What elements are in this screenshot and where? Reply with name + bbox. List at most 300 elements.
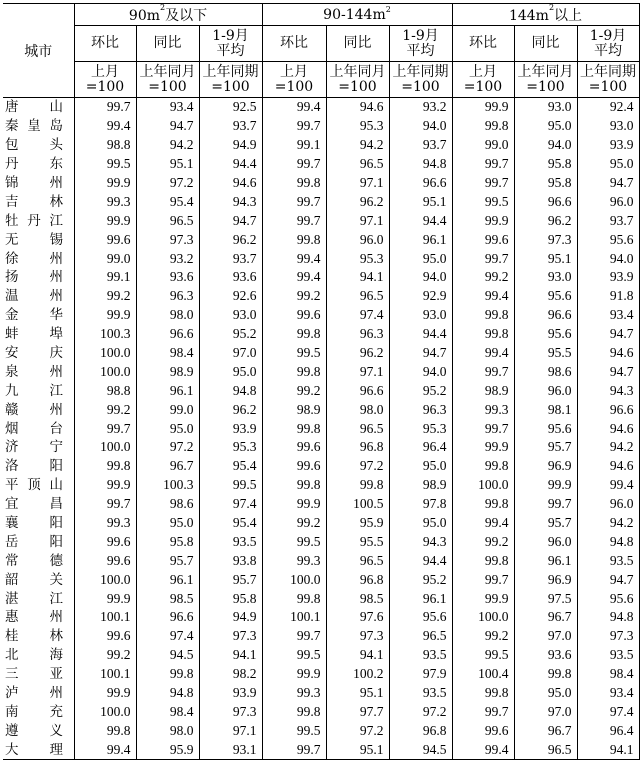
value-cell-avg: 92.9: [389, 287, 452, 306]
table-row: [3, 532, 639, 551]
value-cell-avg: 99.5: [199, 476, 262, 495]
value-cell-mom: 99.8: [452, 457, 514, 476]
group-header-90-144: [262, 4, 452, 26]
value-cell-avg: 94.7: [577, 570, 639, 589]
value-cell-mom: 98.8: [74, 136, 136, 155]
city-name: [5, 514, 63, 532]
city-cell: [3, 400, 74, 419]
city-name-char: 赣: [5, 401, 19, 418]
value-cell-yoy: 95.8: [136, 532, 199, 551]
table-row: [3, 381, 639, 400]
value-cell-mom: 99.8: [262, 703, 326, 722]
value-cell-yoy: 97.2: [136, 438, 199, 457]
city-name: [5, 306, 63, 324]
city-name: [5, 363, 63, 381]
value-cell-avg: 94.0: [389, 268, 452, 287]
value-cell-yoy: 95.4: [136, 192, 199, 211]
city-name-char: 德: [49, 552, 63, 569]
value-cell-avg: 93.9: [577, 136, 639, 155]
table-row: [3, 665, 639, 684]
city-name-char: 亚: [49, 666, 63, 683]
city-name: [5, 401, 63, 419]
value-cell-avg: 94.3: [577, 381, 639, 400]
city-cell: [3, 268, 74, 287]
value-cell-yoy: 96.1: [136, 570, 199, 589]
value-cell-yoy: 98.0: [136, 721, 199, 740]
value-cell-avg: 96.0: [577, 192, 639, 211]
value-cell-mom: 99.3: [262, 551, 326, 570]
value-cell-yoy: 96.5: [326, 551, 389, 570]
value-cell-avg: 94.0: [389, 362, 452, 381]
city-name-char: 州: [49, 609, 63, 626]
subheader-yoy: [326, 26, 389, 62]
base-period-label: =100: [148, 78, 187, 95]
value-cell-mom: 100.1: [74, 608, 136, 627]
city-name-char: 阳: [49, 515, 63, 532]
value-cell-yoy: 96.0: [514, 532, 577, 551]
value-cell-yoy: 94.2: [326, 136, 389, 155]
city-cell: [3, 740, 74, 759]
value-cell-mom: 99.6: [452, 230, 514, 249]
value-cell-avg: 95.6: [577, 589, 639, 608]
table-row: [3, 98, 639, 117]
table-row: [3, 136, 639, 155]
city-cell: [3, 287, 74, 306]
value-cell-mom: 100.0: [262, 570, 326, 589]
city-cell: [3, 570, 74, 589]
value-cell-mom: 99.7: [262, 740, 326, 759]
subheader-mom: [74, 26, 136, 62]
value-cell-mom: 98.9: [452, 381, 514, 400]
value-cell-yoy: 99.8: [136, 665, 199, 684]
table-row: [3, 192, 639, 211]
city-name-char: 大: [5, 741, 19, 758]
value-cell-yoy: 97.1: [326, 211, 389, 230]
value-cell-mom: 99.5: [262, 646, 326, 665]
city-cell: [3, 98, 74, 117]
value-cell-mom: 99.9: [74, 684, 136, 703]
subheader-label: 环比: [280, 35, 308, 51]
base-period-mom: [452, 62, 514, 98]
value-cell-avg: 94.1: [199, 646, 262, 665]
value-cell-avg: 91.8: [577, 287, 639, 306]
group-label-sup: 2: [548, 2, 555, 12]
value-cell-mom: 99.6: [262, 457, 326, 476]
city-cell: [3, 306, 74, 325]
value-cell-mom: 99.3: [74, 514, 136, 533]
subheader-label: 同比: [531, 35, 560, 51]
city-name-char: 洛: [5, 458, 19, 475]
value-cell-yoy: 96.1: [514, 551, 577, 570]
value-cell-avg: 94.6: [577, 457, 639, 476]
value-cell-yoy: 96.8: [326, 438, 389, 457]
value-cell-mom: 99.2: [74, 400, 136, 419]
value-cell-avg: 93.5: [199, 532, 262, 551]
city-cell: [3, 551, 74, 570]
base-period-mom: [262, 62, 326, 98]
city-name-char: 州: [49, 288, 63, 305]
table-header: [3, 4, 639, 98]
value-cell-avg: 94.4: [389, 211, 452, 230]
city-name-char: 丹: [5, 156, 19, 173]
value-cell-avg: 94.4: [389, 325, 452, 344]
city-cell: [3, 703, 74, 722]
value-cell-yoy: 96.3: [326, 325, 389, 344]
value-cell-mom: 100.3: [74, 325, 136, 344]
value-cell-yoy: 96.7: [514, 608, 577, 627]
city-name-char: 关: [49, 571, 63, 588]
value-cell-mom: 99.5: [74, 155, 136, 174]
value-cell-yoy: 94.8: [136, 684, 199, 703]
value-cell-yoy: 97.5: [514, 589, 577, 608]
city-name-char: 襄: [5, 515, 19, 532]
city-cell: [3, 192, 74, 211]
value-cell-yoy: 97.3: [514, 230, 577, 249]
value-cell-avg: 94.2: [577, 438, 639, 457]
value-cell-yoy: 95.6: [514, 325, 577, 344]
value-cell-avg: 94.4: [389, 551, 452, 570]
value-cell-mom: 99.2: [452, 627, 514, 646]
table-row: [3, 570, 639, 589]
value-cell-mom: 98.9: [262, 400, 326, 419]
city-cell: [3, 117, 74, 136]
value-cell-mom: 99.2: [452, 532, 514, 551]
value-cell-yoy: 96.2: [326, 344, 389, 363]
city-name: [5, 741, 63, 759]
value-cell-yoy: 96.6: [326, 381, 389, 400]
base-period-label: 上年同期: [392, 63, 449, 80]
city-name-char: 湛: [5, 590, 19, 607]
city-name-char: 韶: [5, 571, 19, 588]
value-cell-yoy: 96.5: [136, 211, 199, 230]
value-cell-avg: 94.2: [577, 514, 639, 533]
value-cell-yoy: 99.8: [326, 476, 389, 495]
value-cell-avg: 94.7: [199, 211, 262, 230]
subheader-label: 1-9月: [212, 27, 249, 44]
value-cell-mom: 99.4: [262, 268, 326, 287]
value-cell-mom: 99.5: [452, 192, 514, 211]
subheader-label: 平均: [216, 42, 245, 59]
value-cell-mom: 100.1: [262, 608, 326, 627]
base-period-avg: [199, 62, 262, 98]
subheader-label: 1-9月: [589, 27, 627, 44]
subheader-label: 1-9月: [402, 27, 439, 44]
value-cell-mom: 99.1: [74, 268, 136, 287]
value-cell-avg: 94.4: [199, 155, 262, 174]
city-name-char: 江: [49, 382, 63, 399]
city-name: [5, 420, 63, 438]
value-cell-yoy: 95.1: [326, 684, 389, 703]
value-cell-yoy: 95.0: [514, 117, 577, 136]
city-name: [5, 571, 63, 589]
value-cell-mom: 99.6: [262, 438, 326, 457]
city-cell: [3, 230, 74, 249]
value-cell-avg: 93.6: [199, 268, 262, 287]
value-cell-yoy: 97.2: [326, 721, 389, 740]
value-cell-avg: 93.7: [199, 249, 262, 268]
value-cell-yoy: 97.1: [326, 174, 389, 193]
value-cell-mom: 99.7: [74, 495, 136, 514]
value-cell-avg: 94.0: [389, 117, 452, 136]
value-cell-yoy: 96.5: [326, 287, 389, 306]
value-cell-avg: 94.6: [199, 174, 262, 193]
value-cell-avg: 95.6: [577, 230, 639, 249]
value-cell-yoy: 100.5: [326, 495, 389, 514]
value-cell-yoy: 97.4: [136, 627, 199, 646]
base-period-label: =100: [401, 78, 440, 95]
value-cell-yoy: 97.3: [136, 230, 199, 249]
value-cell-yoy: 94.0: [514, 136, 577, 155]
value-cell-yoy: 98.0: [326, 400, 389, 419]
base-period-label: =100: [85, 78, 125, 95]
subheader-avg: [199, 26, 262, 62]
city-name-char: 义: [49, 722, 63, 739]
value-cell-yoy: 95.1: [136, 155, 199, 174]
city-name-char: 江: [49, 212, 63, 229]
city-name-char: 南: [5, 703, 19, 720]
value-cell-avg: 93.9: [199, 684, 262, 703]
value-cell-yoy: 98.6: [514, 362, 577, 381]
value-cell-avg: 95.0: [389, 457, 452, 476]
value-cell-yoy: 95.3: [326, 117, 389, 136]
group-header-90-below: [74, 4, 262, 26]
value-cell-avg: 99.4: [577, 476, 639, 495]
value-cell-yoy: 93.0: [514, 268, 577, 287]
city-name-char: 吉: [5, 193, 19, 210]
value-cell-mom: 99.9: [452, 438, 514, 457]
value-cell-yoy: 96.0: [514, 381, 577, 400]
city-name-char: 州: [49, 175, 63, 191]
value-cell-mom: 99.8: [452, 325, 514, 344]
subheader-mom: [452, 26, 514, 62]
city-name-char: 泉: [5, 363, 19, 380]
city-name-char: 桂: [5, 628, 19, 645]
value-cell-avg: 93.7: [199, 117, 262, 136]
table-row: [3, 287, 639, 306]
value-cell-yoy: 98.5: [136, 589, 199, 608]
city-cell: [3, 155, 74, 174]
city-name-char: 九: [5, 382, 19, 399]
table-row: [3, 740, 639, 759]
value-cell-avg: 95.3: [199, 438, 262, 457]
base-period-label: 上月: [91, 63, 119, 80]
city-name-char: 惠: [5, 609, 19, 626]
value-cell-avg: 92.5: [199, 98, 262, 117]
value-cell-mom: 99.5: [262, 721, 326, 740]
value-cell-yoy: 96.5: [514, 740, 577, 759]
value-cell-mom: 99.7: [262, 627, 326, 646]
value-cell-yoy: 96.0: [326, 230, 389, 249]
city-name: [5, 117, 63, 135]
value-cell-avg: 93.4: [577, 684, 639, 703]
city-name-char: 岛: [49, 118, 63, 135]
city-name-char: 锡: [49, 231, 63, 248]
value-cell-yoy: 95.5: [326, 532, 389, 551]
value-cell-mom: 99.7: [262, 211, 326, 230]
city-name-char: 阳: [49, 533, 63, 550]
city-name: [5, 382, 63, 400]
value-cell-yoy: 98.5: [326, 589, 389, 608]
table-row: [3, 684, 639, 703]
value-cell-yoy: 93.2: [136, 249, 199, 268]
city-name-char: 州: [49, 250, 63, 267]
group-label-rest: 以上: [554, 7, 583, 24]
value-cell-avg: 93.5: [577, 646, 639, 665]
city-name-char: 遵: [5, 722, 19, 739]
value-cell-avg: 95.1: [389, 192, 452, 211]
value-cell-avg: 93.0: [199, 306, 262, 325]
base-period-yoy: [136, 62, 199, 98]
city-cell: [3, 532, 74, 551]
table-row: [3, 438, 639, 457]
city-name: [5, 722, 63, 740]
value-cell-avg: 95.2: [389, 570, 452, 589]
value-cell-mom: 99.9: [74, 174, 136, 193]
value-cell-mom: 99.8: [262, 589, 326, 608]
value-cell-avg: 94.0: [577, 249, 639, 268]
value-cell-avg: 94.6: [577, 344, 639, 363]
value-cell-mom: 99.4: [262, 98, 326, 117]
value-cell-avg: 94.3: [389, 532, 452, 551]
value-cell-mom: 99.2: [74, 646, 136, 665]
value-cell-mom: 99.8: [74, 721, 136, 740]
value-cell-yoy: 100.2: [326, 665, 389, 684]
value-cell-mom: 99.3: [74, 192, 136, 211]
value-cell-avg: 95.2: [389, 381, 452, 400]
city-name-char: 包: [5, 137, 19, 154]
base-period-label: 上年同月: [139, 63, 196, 80]
city-name-char: 州: [49, 363, 63, 380]
base-period-label: 上年同月: [517, 63, 574, 80]
value-cell-yoy: 95.9: [136, 740, 199, 759]
value-cell-avg: 97.4: [577, 703, 639, 722]
subheader-label: 同比: [153, 35, 182, 51]
value-cell-avg: 96.1: [389, 589, 452, 608]
value-cell-mom: 99.8: [452, 117, 514, 136]
value-cell-avg: 92.4: [577, 98, 639, 117]
base-period-avg: [389, 62, 452, 98]
value-cell-avg: 94.8: [577, 608, 639, 627]
group-label-sup: 2: [160, 2, 166, 12]
value-cell-yoy: 95.9: [326, 514, 389, 533]
city-name-char: 头: [49, 137, 63, 154]
city-name-char: 锦: [5, 175, 19, 191]
subheader-label: 同比: [343, 35, 372, 51]
value-cell-avg: 97.2: [389, 703, 452, 722]
base-period-label: =100: [526, 78, 565, 95]
city-cell: [3, 608, 74, 627]
value-cell-mom: 99.6: [74, 551, 136, 570]
value-cell-mom: 100.0: [74, 344, 136, 363]
value-cell-avg: 93.9: [199, 419, 262, 438]
subheader-avg: [577, 26, 639, 62]
value-cell-yoy: 95.6: [514, 287, 577, 306]
table-row: [3, 362, 639, 381]
value-cell-yoy: 97.0: [514, 627, 577, 646]
value-cell-avg: 98.2: [199, 665, 262, 684]
group-label-rest: 及以下: [165, 7, 208, 24]
value-cell-avg: 95.7: [199, 570, 262, 589]
value-cell-avg: 97.0: [199, 344, 262, 363]
value-cell-avg: 94.7: [577, 325, 639, 344]
value-cell-avg: 93.5: [389, 684, 452, 703]
city-name-char: 泸: [5, 685, 19, 702]
city-name: [5, 457, 63, 475]
value-cell-yoy: 96.7: [136, 457, 199, 476]
subheader-mom: [262, 26, 326, 62]
city-cell: [3, 665, 74, 684]
value-cell-mom: 99.6: [74, 230, 136, 249]
value-cell-avg: 96.5: [389, 627, 452, 646]
value-cell-avg: 97.3: [199, 627, 262, 646]
city-name: [5, 608, 63, 626]
value-cell-mom: 99.4: [74, 740, 136, 759]
group-label: 90-144m: [323, 6, 386, 23]
value-cell-mom: 99.7: [452, 570, 514, 589]
value-cell-yoy: 97.0: [514, 703, 577, 722]
value-cell-avg: 96.1: [389, 230, 452, 249]
table-row: [3, 268, 639, 287]
city-cell: [3, 495, 74, 514]
value-cell-mom: 99.2: [452, 268, 514, 287]
table-row: [3, 400, 639, 419]
group-label: 90m: [128, 7, 160, 24]
table-row: [3, 627, 639, 646]
value-cell-mom: 99.8: [262, 230, 326, 249]
city-cell: [3, 344, 74, 363]
city-name: [5, 212, 63, 230]
base-period-mom: [74, 62, 136, 98]
city-name-char: 常: [5, 552, 19, 569]
value-cell-avg: 95.4: [199, 514, 262, 533]
value-cell-yoy: 95.6: [514, 419, 577, 438]
table-row: [3, 495, 639, 514]
value-cell-yoy: 96.6: [514, 192, 577, 211]
city-cell: [3, 211, 74, 230]
value-cell-yoy: 96.6: [514, 306, 577, 325]
value-cell-yoy: 94.6: [326, 98, 389, 117]
city-name-char: 林: [49, 193, 63, 210]
value-cell-yoy: 95.0: [514, 684, 577, 703]
table-row: [3, 646, 639, 665]
city-name-char: 东: [49, 156, 63, 173]
city-name-char: 无: [5, 231, 19, 248]
price-index-table: [3, 3, 640, 760]
city-name-char: 蚌: [5, 326, 19, 343]
value-cell-mom: 99.5: [452, 646, 514, 665]
value-cell-yoy: 96.9: [514, 570, 577, 589]
value-cell-mom: 99.7: [262, 192, 326, 211]
city-name-char: 安: [5, 345, 19, 362]
value-cell-mom: 99.2: [262, 514, 326, 533]
value-cell-yoy: 96.5: [326, 155, 389, 174]
city-cell: [3, 684, 74, 703]
city-name-char: 唐: [5, 99, 19, 116]
city-name-char: 皇: [27, 118, 41, 135]
value-cell-yoy: 95.5: [514, 344, 577, 363]
value-cell-avg: 96.6: [389, 174, 452, 193]
value-cell-yoy: 94.1: [326, 646, 389, 665]
value-cell-yoy: 95.7: [514, 438, 577, 457]
base-period-label: =100: [338, 78, 377, 95]
table-row: [3, 419, 639, 438]
value-cell-mom: 99.4: [74, 117, 136, 136]
value-cell-yoy: 98.4: [136, 344, 199, 363]
value-cell-avg: 95.0: [199, 362, 262, 381]
value-cell-yoy: 98.9: [136, 362, 199, 381]
city-name: [5, 344, 63, 362]
city-cell: [3, 381, 74, 400]
